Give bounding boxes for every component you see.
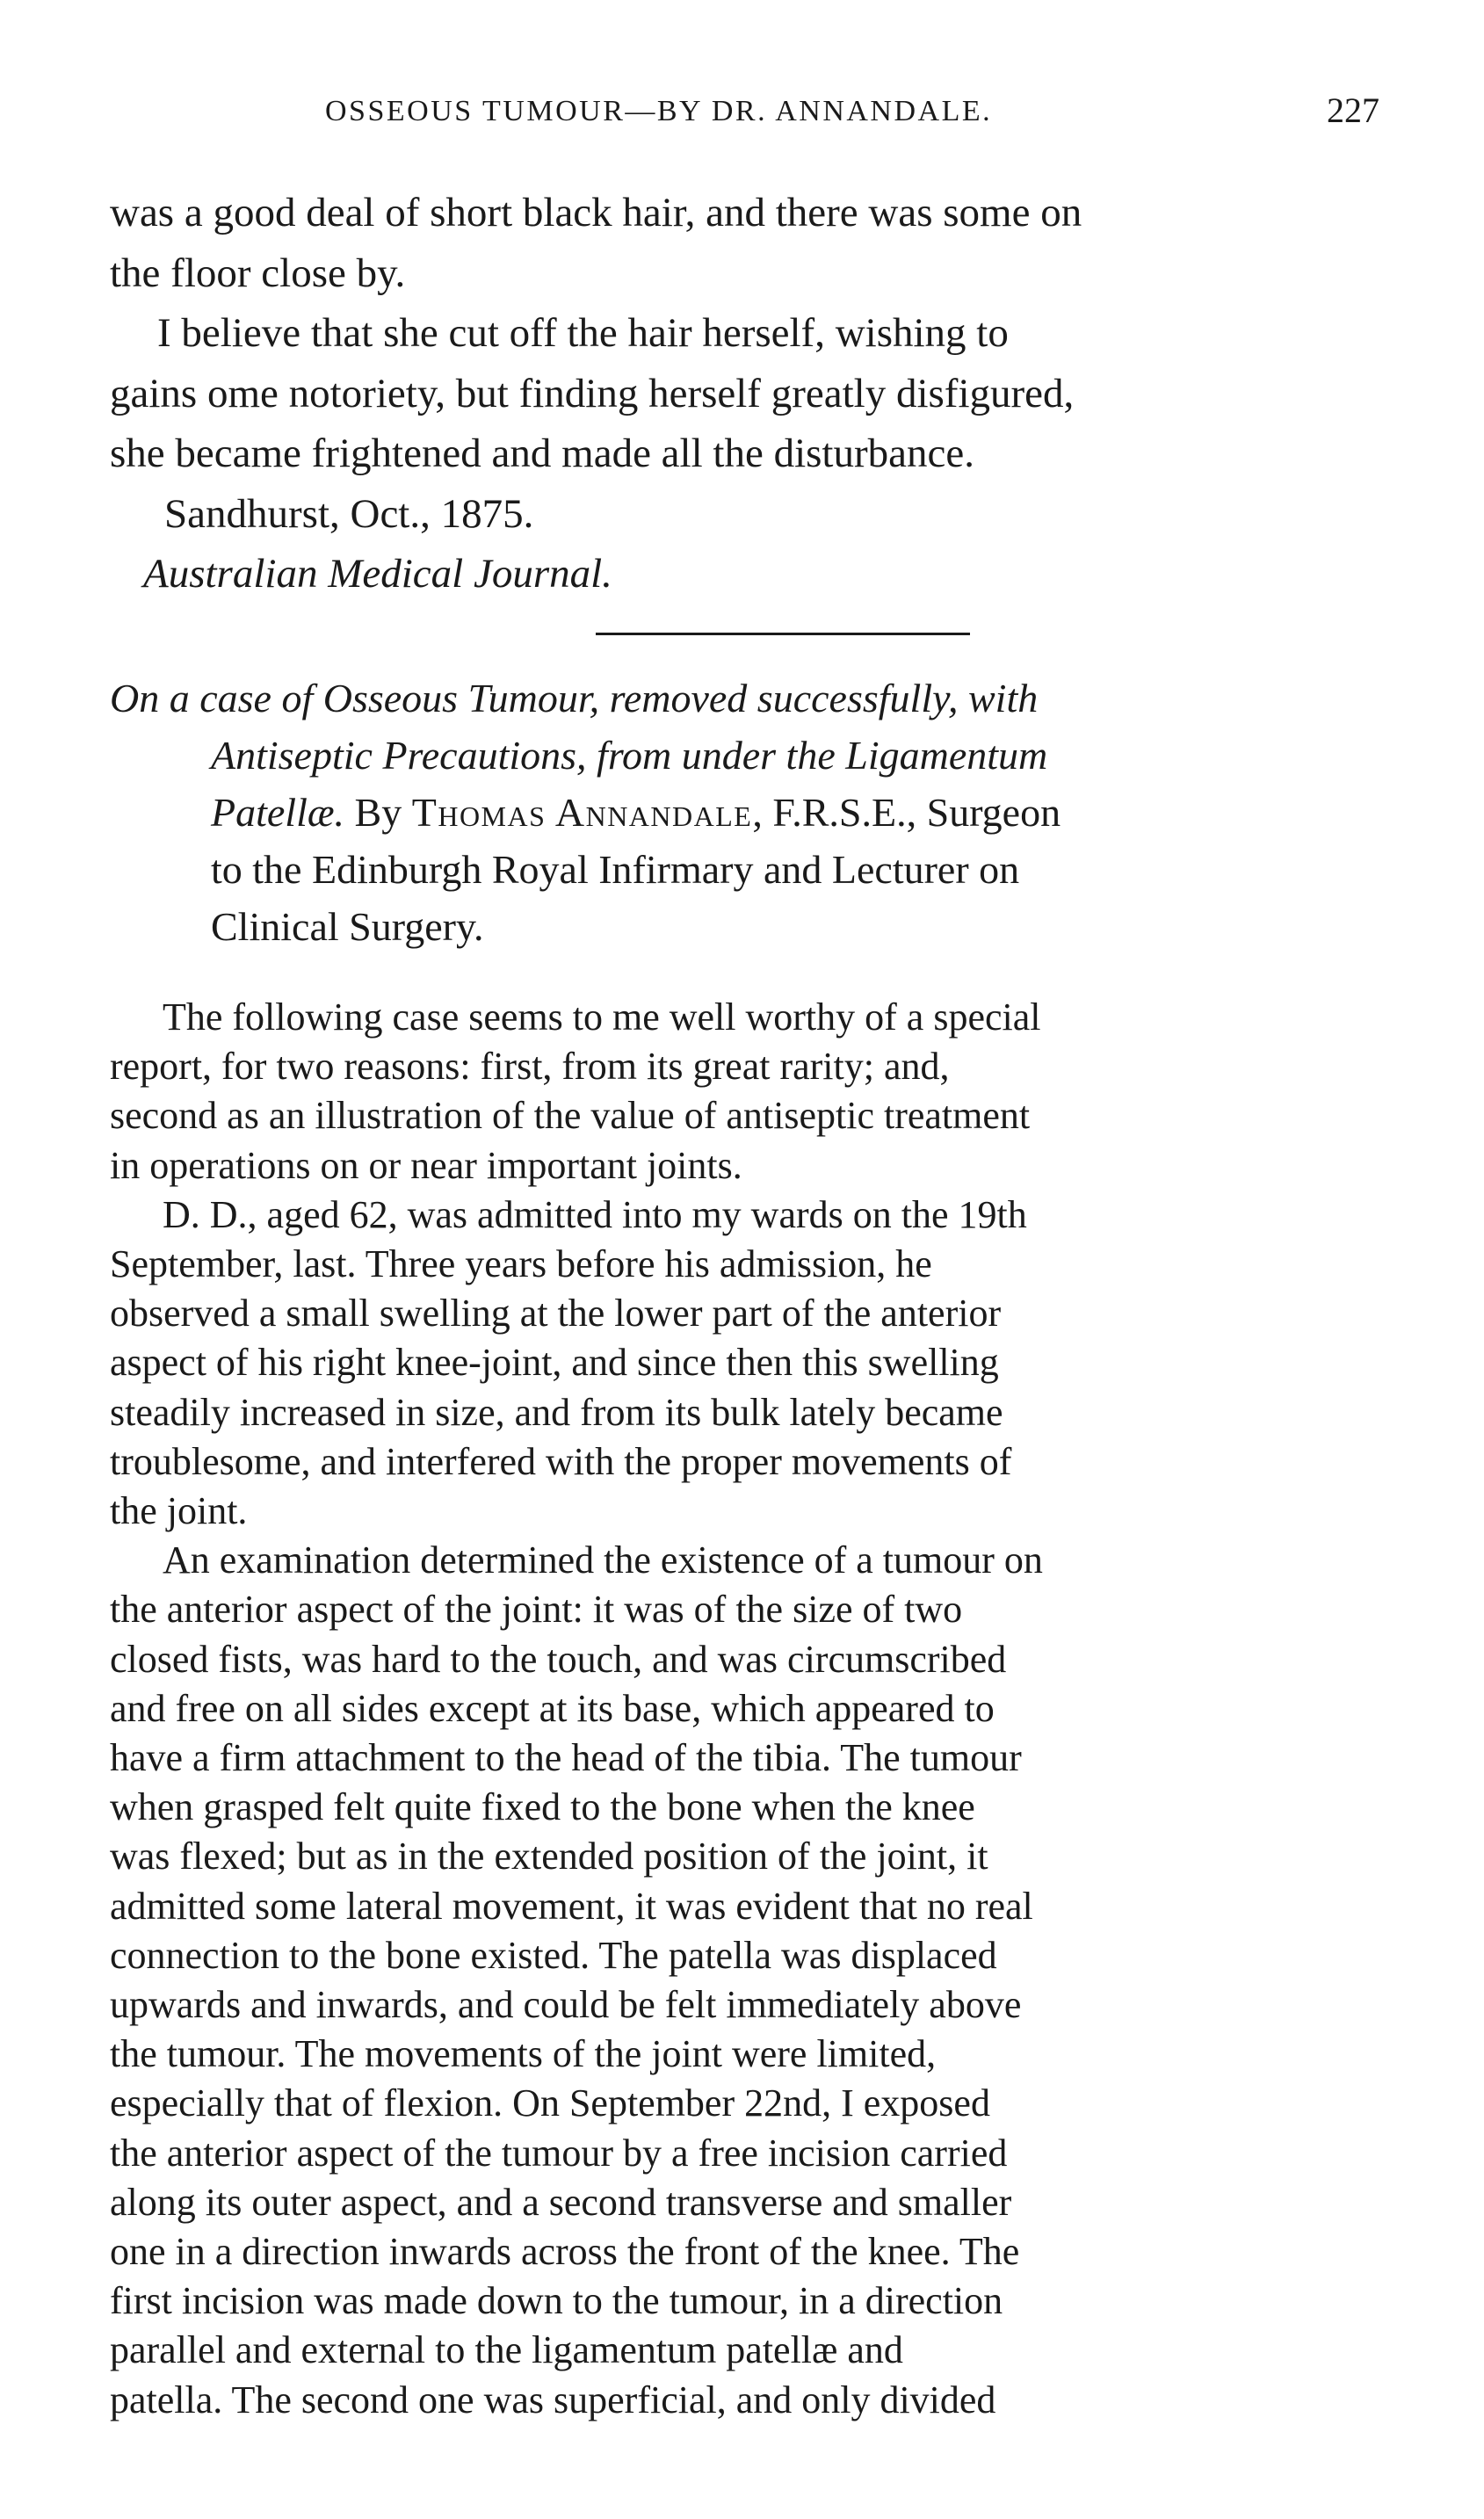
section-divider — [596, 633, 970, 635]
body-line: upwards and inwards, and could be felt immediately above — [110, 1983, 1022, 2027]
body-line: the tumour. The movements of the joint were limited, — [110, 2032, 937, 2076]
body-line: observed a small swelling at the lower part of the anterior — [110, 1292, 1002, 1336]
body-line: An examination determined the existence of a tumour on — [163, 1538, 1043, 1582]
body-line: closed fists, was hard to the touch, and was circumscribed — [110, 1637, 1007, 1681]
author-credentials: , F.R.S.E., Surgeon — [752, 790, 1061, 835]
running-header — [325, 90, 1379, 148]
page-number: 227 — [1327, 90, 1379, 130]
text-line: I believe that she cut off the hair herself, wishing to — [157, 310, 1009, 356]
body-line: when grasped felt quite fixed to the bone when the knee — [110, 1785, 975, 1829]
article-title-fragment: Patellæ. — [211, 790, 345, 835]
body-line: one in a direction inwards across the front of the knee. The — [110, 2230, 1020, 2274]
running-title: OSSEOUS TUMOUR—BY DR. ANNANDALE. — [325, 95, 993, 127]
source-journal: Australian Medical Journal. — [143, 551, 612, 597]
body-line: troublesome, and interfered with the proper movements of — [110, 1439, 1012, 1483]
body-line: September, last. Three years before his admission, he — [110, 1242, 932, 1286]
text-line: the floor close by. — [110, 250, 406, 296]
body-line: especially that of flexion. On September 22nd, I exposed — [110, 2081, 990, 2125]
text-line: was a good deal of short black hair, and there was some on — [110, 190, 1082, 235]
body-line: the joint. — [110, 1489, 248, 1533]
body-line: first incision was made down to the tumour, in a direction — [110, 2279, 1003, 2323]
body-line: The following case seems to me well worthy of a special — [163, 995, 1041, 1039]
text-line: she became frightened and made all the disturbance. — [110, 431, 974, 476]
body-line: along its outer aspect, and a second transverse and smaller — [110, 2180, 1012, 2224]
article-title-block — [110, 670, 1393, 955]
body-line: steadily increased in size, and from its bulk lately became — [110, 1390, 1003, 1434]
previous-article-ending — [110, 183, 1393, 604]
body-line: the anterior aspect of the joint: it was of the size of two — [110, 1588, 963, 1632]
body-line: patella. The second one was superficial, and only divided — [110, 2378, 996, 2421]
author-name: Thomas Annandale — [411, 790, 753, 835]
body-line: report, for two reasons: first, from its great rarity; and, — [110, 1045, 950, 1089]
body-line: have a firm attachment to the head of the tibia. The tumour — [110, 1736, 1022, 1780]
author-affiliation: to the Edinburgh Royal Infirmary and Lecturer on — [211, 847, 1020, 892]
body-line: second as an illustration of the value of antiseptic treatment — [110, 1094, 1031, 1138]
text-line: gains ome notoriety, but finding herself greatly disfigured, — [110, 370, 1075, 416]
signoff-place-date: Sandhurst, Oct., 1875. — [164, 490, 534, 537]
article-title-line: On a case of Osseous Tumour, removed successfully, with — [110, 676, 1039, 720]
body-line: admitted some lateral movement, it was evident that no real — [110, 1884, 1033, 1928]
article-body — [110, 993, 1379, 2425]
body-line: parallel and external to the ligamentum patellæ and — [110, 2328, 903, 2372]
body-line: D. D., aged 62, was admitted into my wards on the 19th — [163, 1192, 1027, 1236]
body-line: connection to the bone existed. The patella was displaced — [110, 1933, 997, 1977]
body-line: was flexed; but as in the extended position of the joint, it — [110, 1835, 988, 1878]
author-affiliation: Clinical Surgery. — [211, 904, 484, 949]
byline-by: By — [344, 790, 412, 835]
article-title-line — [110, 784, 1393, 841]
article-title-line: Antiseptic Precautions, from under the Ligamentum — [211, 733, 1048, 778]
body-line: aspect of his right knee-joint, and since then this swelling — [110, 1341, 999, 1385]
body-line: the anterior aspect of the tumour by a free incision carried — [110, 2131, 1008, 2175]
body-line: in operations on or near important joints. — [110, 1143, 742, 1187]
body-line: and free on all sides except at its base, which appeared to — [110, 1686, 995, 1730]
